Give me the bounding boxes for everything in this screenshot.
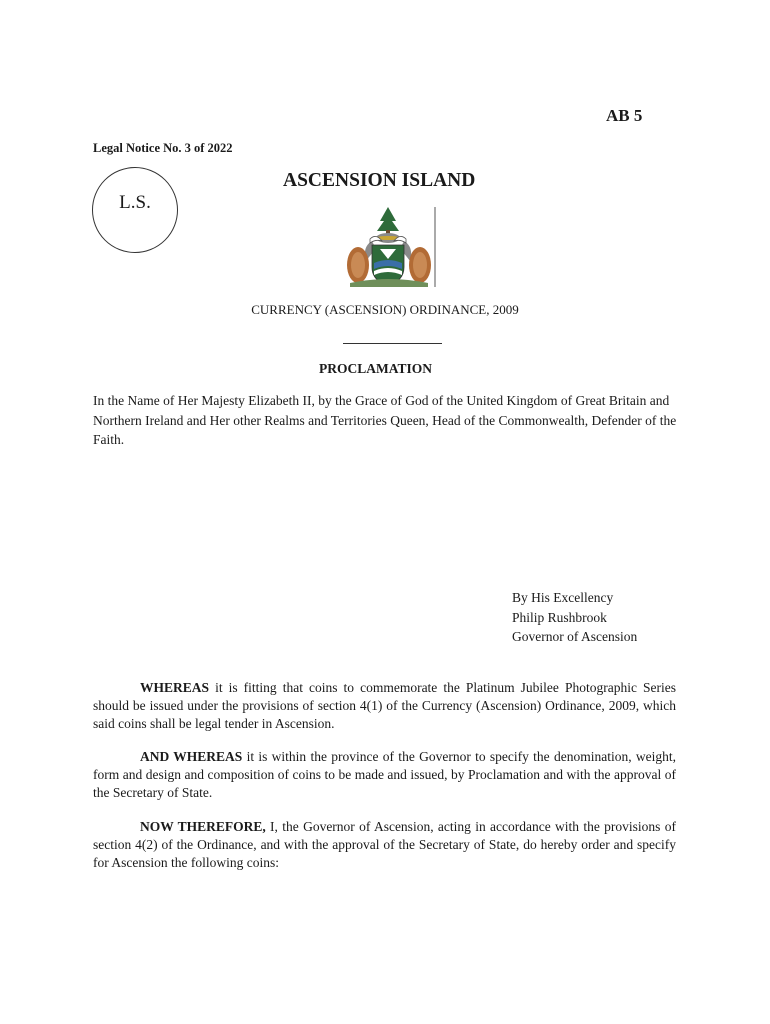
clause-and-whereas bbox=[93, 748, 676, 802]
signatory-name: Philip Rushbrook bbox=[512, 609, 607, 625]
royal-preamble: In the Name of Her Majesty Elizabeth II, by the Grace of God of the United Kingdom of Great Britain and Northern Ireland and Her other Realms and Territories Queen, Head of the Commonwealth, Defender of the Faith. bbox=[93, 393, 677, 447]
clause-whereas bbox=[93, 679, 676, 733]
document-title: ASCENSION ISLAND bbox=[283, 170, 476, 191]
page-number: AB 5 bbox=[606, 106, 643, 125]
separator-rule bbox=[343, 343, 442, 344]
clause-text: I, the Governor of Ascension, acting in accordance with the provisions of section 4(2) of the Ordinance, and with the approval of the Secretary of State, do hereby order and specify for Ascension the following coins: bbox=[93, 819, 677, 870]
ordinance-title: CURRENCY (ASCENSION) ORDINANCE, 2009 bbox=[251, 302, 519, 317]
clause-lead: NOW THEREFORE, bbox=[140, 819, 266, 834]
proclamation-heading: PROCLAMATION bbox=[319, 361, 432, 376]
clause-now-therefore bbox=[93, 818, 676, 872]
seal-label: L.S. bbox=[119, 192, 151, 213]
locus-sigilli-seal bbox=[92, 167, 178, 253]
clause-lead: WHEREAS bbox=[140, 680, 210, 695]
signatory-block bbox=[512, 588, 637, 647]
signatory-line-1: By His Excellency bbox=[512, 590, 614, 605]
clause-text: it is within the province of the Governor to specify the denomination, weight, form and design and composition of coins to be made and issued, by Proclamation and with the approval of the Secretary of State. bbox=[93, 749, 676, 800]
signatory-title: Governor of Ascension bbox=[512, 629, 638, 644]
clause-lead: AND WHEREAS bbox=[140, 749, 243, 764]
clause-text: it is fitting that coins to commemorate the Platinum Jubilee Photographic Series should be issued under the provisions of section 4(1) of the Currency (Ascension) Ordinance, 2009, which said coins shall be legal tender in Ascension. bbox=[93, 680, 676, 731]
coat-of-arms-icon bbox=[342, 205, 440, 289]
legal-notice-number: Legal Notice No. 3 of 2022 bbox=[93, 141, 233, 155]
